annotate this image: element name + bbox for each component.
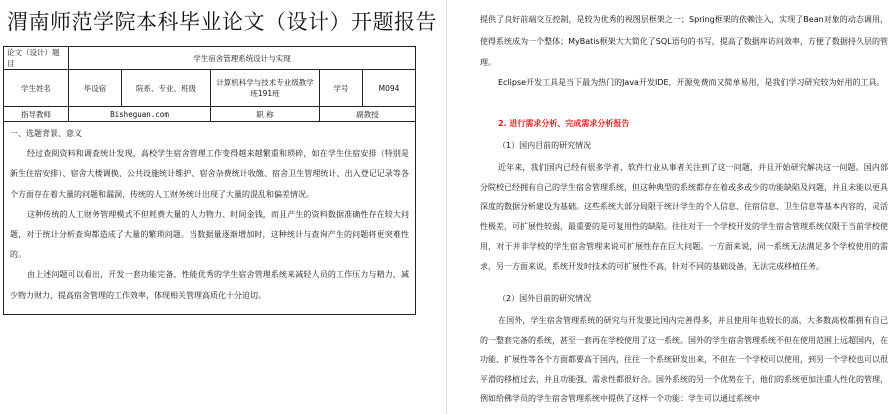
left-page — [0, 0, 440, 414]
background-section — [3, 122, 416, 315]
advisor-value: Bisheguan.com — [69, 107, 211, 122]
advisor-label: 指导教师 — [4, 107, 69, 122]
subheading-foreign: （2）国外目前的研究情况 — [498, 294, 592, 303]
title-label: 职 称 — [211, 107, 320, 122]
topic-value: 学生宿舍管理系统设计与实现 — [69, 47, 416, 70]
student-id-label: 学号 — [320, 70, 363, 107]
section-heading-requirements: 2. 进行需求分析、完成需求分析报告 — [498, 119, 630, 128]
student-name-label: 学生姓名 — [4, 70, 69, 107]
paragraph: 由上述问题可以看出，开发一套功能完备、性能优秀的学生宿舍管理系统来减轻人员的工作压力与精力，减少物力财力，提高宿舍管理的工作效率，体现相关管理高质化十分迫切。 — [10, 270, 409, 300]
info-table — [3, 46, 416, 122]
paragraph-framework: 提供了良好前端交互控制，是较为优秀的视图层框架之一；Spring框架的依赖注入，实现了Bean对象的动态调用，使得系统成为一个整体；MyBatis框架大大简化了SQL语句的书写，提高了数据库访问效率，方便了数据持久层的管理。 — [480, 15, 888, 67]
title-value: 副教授 — [320, 107, 416, 122]
page-title: 渭南师范学院本科毕业论文（设计）开题报告 — [7, 10, 437, 34]
right-page — [452, 0, 888, 414]
paragraph: 经过查阅资料和调查统计发现，高校学生宿舍管理工作变得越来越繁重和琐碎，如在学生住宿安排（特别是新生住宿安排）、宿舍大楼调换、公共设施统计维护、宿舍杂费统计收缴、宿舍卫生管理统计、出入登记记录等各个方面存在着大量的问题和漏洞，传统的人工财务统计出现了大量的混乱和偏差情况。 — [10, 149, 409, 199]
student-name-value: 毕设宿 — [69, 70, 122, 107]
section-heading: 一、选题背景、意义 — [10, 129, 82, 138]
dept-label: 院系、专业、班级 — [122, 70, 211, 107]
subheading-domestic: （1）国内目前的研究情况 — [498, 141, 592, 150]
paragraph-eclipse: Eclipse开发工具是当下最为热门的Java开发IDE，开源免费而又简单易用，是我们学习研究较为好用的工具。 — [498, 78, 885, 87]
paragraph-domestic: 近年来，我们国内已经有很多学者、软件行业从事者关注到了这一问题，并且开始研究解决这一问题。国内部分院校已经拥有自己的学生宿舍管理系统，但这种典型的系统都存在着或多或少的功能缺陷及问题，并且未能以更具深度的数据分析建设为基础。这些系统大部分局限于统计学生的个人信息、住宿信息、卫生信息等基本内容的，灵活性极差，可扩展性较弱，最重要的是可复用性的缺陷。往往对于一个学校开发的学生宿舍管理系统仅限于当前学校使用，对于并非学校的学生宿舍管理来说可扩展性存在巨大问题。一方面来说，同一系统无法满足多个学校使用的需求，另一方面来说，系统开发时技术的可扩展性不高，针对不同的基础设备，无法完成移植任务。 — [480, 163, 888, 271]
paragraph-foreign: 在国外，学生宿舍管理系统的研究与开发要比国内完善得多，并且使用年也较长的高，大多数高校都拥有自己的一整套完备的系统，甚至一套再在学校使用了这一系统。国外的学生宿舍管理系统不但在使用范围上远超国内，在功能、扩展性等各个方面都要高于国内，往往一个系统研发出来，不但在一个学校可以使用，到另一个学校也可以很平滑的移植过去，并且功能强、需求性都很好合。国外系统的另一个优势在于，他们的系统更加注重人性化的管理，例如给佛学员的学生宿舍管理系统中提供了这样一个功能：学生可以通过系统中 — [480, 316, 888, 404]
page-divider — [446, 0, 447, 414]
paragraph: 这种传统的人工财务管理模式不但耗费大量的人力物力、时间金钱，而且产生的资料数据准确性存在较大问题，对于统计分析查询都造成了大量的繁琐问题。当数据量逐渐增加时，这种统计与查询产生的问题将更突难性的。 — [10, 209, 409, 260]
dept-value: 计算机科学与技术专业级教学班191班 — [211, 70, 320, 107]
topic-label: 论文（设计）题目 — [4, 47, 69, 70]
student-id-value: M094 — [363, 70, 416, 107]
